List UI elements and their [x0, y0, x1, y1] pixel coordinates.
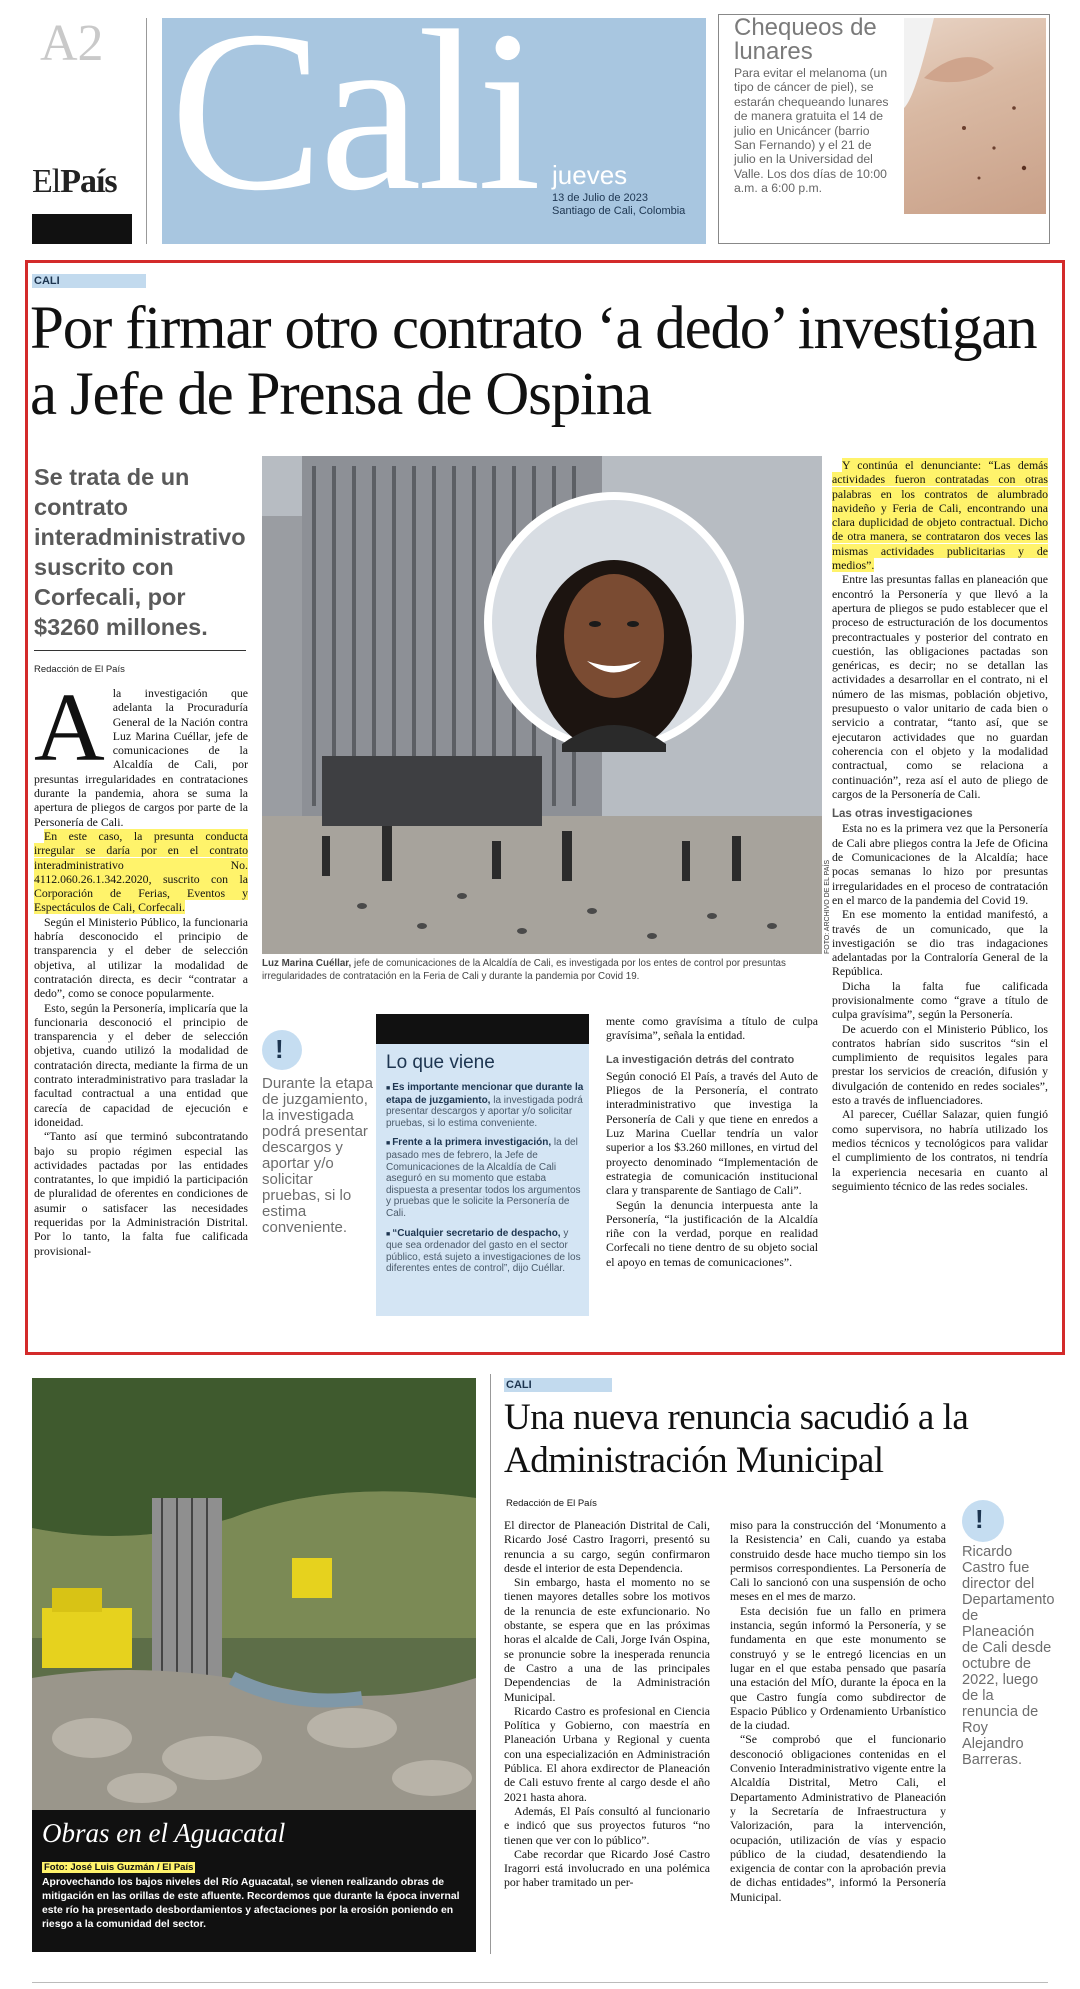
brand-light: El [32, 163, 61, 200]
paragraph: Además, El País consultó al funcionario e indicó que sus proyectos futuros “no tienen que ver con lo público”. [504, 1803, 710, 1847]
day-label: jueves [552, 160, 628, 190]
page-number: A2 [40, 15, 104, 72]
photo-credit: FOTO: ARCHIVO DE EL PAÍS [824, 860, 831, 955]
section-title: Cali [170, 18, 538, 238]
exclamation-icon: ! [262, 1030, 302, 1070]
article-column-right-2 [730, 1518, 946, 1904]
paragraph: De acuerdo con el Ministerio Público, los contratos habrían sido suscritos “sin el cumplimiento de requisitos legales para prestar los servicios de creación, difusión y divulgación de contenido en redes sociales”, esto a través de influenciadores. [832, 1021, 1048, 1108]
second-headline: Una nueva renuncia sacudió a la Administración Municipal [504, 1397, 969, 1481]
paragraph: En ese momento la entidad manifestó, a través de un comunicado, que la investigación se dio tras indagaciones adelantadas por la Contraloría General de la República. [832, 907, 1048, 979]
side-brief-title: Chequeos de lunares [734, 14, 877, 65]
article-column-1 [34, 674, 248, 1258]
paragraph: Dicha la falta fue calificada provisionalmente como “grave a título de culpa gravísima”, según la Personería. [832, 978, 1048, 1022]
article-column-left [504, 1518, 710, 1890]
photo-story-credit: Foto: José Luis Guzmán / El País [44, 1862, 194, 1873]
divider [32, 1982, 1048, 1983]
subheading: La investigación detrás del contrato [606, 1053, 795, 1066]
caption-text: jefe de comunicaciones de la Alcaldía de Cali, es investigada por los entes de control por presuntas irregularidades de contratación en la Feria de Cali y durante la pandemia por Covid 19. [262, 958, 786, 982]
main-headline: Por firmar otro contrato ‘a dedo’ investigan a Jefe de Prensa de Ospina [30, 295, 1037, 428]
city: Santiago de Cali, Colombia [552, 205, 686, 217]
paragraph: Esta no es la primera vez que la Personería de Cali abre pliegos contra la Jefe de Oficina de Comunicaciones de la Alcaldía; hace pocas semanas lo hizo por presuntas irregularidades en el proceso de contratación en el marco de la pandemia del Covid 19. [832, 821, 1048, 907]
caption-name: Luz Marina Cuéllar, [262, 958, 352, 969]
item-text: la del pasado mes de febrero, la Jefe de Comunicaciones de la Alcaldía de Cali aseguró en su momento que estaba dispuesta a presentar todos los argumentos y pruebas que le solicite la Personería de Cali. [386, 1137, 581, 1219]
paragraph: mente como gravísima a título de culpa gravísima”, señala la entidad. [606, 1014, 818, 1043]
river-works-photo [32, 1378, 476, 1810]
article-column-mid [606, 1014, 818, 1269]
box-list [386, 1082, 584, 1283]
exclamation-icon: ! [962, 1500, 1004, 1542]
paragraph: la investigación que adelanta la Procuraduría General de la Nación contra Luz Marina Cuéllar, jefe de comunicaciones de la Alcaldía de Cali, por presuntas irregularidades en contrataciones durante la pandemia, ahora se suma la apertura de pliegos de cargos por parte de la Personería de Cali. [34, 686, 248, 829]
item-text: la investigada podrá presentar descargos y aportar y/o solicitar pruebas, si lo estima conveniente. [386, 1094, 583, 1129]
paragraph: Según el Ministerio Público, la funcionaria habría desconocido el principio de transparencia y el deber de selección objetiva, al utilizar la modalidad de contratación directa, es decir “contratar a dedo”, como se conoce popularmente. [34, 914, 248, 1001]
list-item [386, 1228, 584, 1275]
item-lead: Es importante mencionar que durante la etapa de juzgamiento, [386, 1082, 584, 1106]
brand-bar [32, 214, 132, 244]
list-item [386, 1082, 584, 1129]
article-column-right [832, 458, 1048, 1193]
photo-story-title: Obras en el Aguacatal [42, 1818, 286, 1848]
side-brief-text: Para evitar el melanoma (un tipo de cáncer de piel), se estarán chequeando lunares de manera gratuita el 14 de julio en Unicáncer (barrio San Fernando) y el 21 de julio en la Universidad del Valle. Los dos días de 10:00 a.m. a 6:00 p.m. [734, 66, 889, 196]
skin-photo [904, 18, 1046, 214]
item-lead: “Cualquier secretario de despacho, [392, 1227, 561, 1239]
divider [146, 18, 147, 244]
paragraph: Esto, según la Personería, implicaría que la funcionaria desconoció el principio de transparencia y el deber de selección objetiva, cuando utilizó la modalidad de contratación directa, mediante la firma de un contrato interadministrativo para trasladar la facultad contractual a una entidad que carecía de capacidad de ejecución e idoneidad. [34, 1000, 248, 1129]
brand-logo [32, 163, 117, 201]
paragraph: Esta decisión fue un fallo en primera instancia, según informó la Personería, y se fundamenta en que este monumento se construyó y se le entregó licencias en un lugar en el que estaba pensado que pasaría una estación del MÍO, durante la época en la que Castro fungía como subdirector de Espacio Público y Ordenamiento Urbanístico de la ciudad. [730, 1603, 946, 1733]
section-banner [162, 18, 706, 244]
divider [34, 650, 246, 651]
paragraph: “Se comprobó que el funcionario desconoció obligaciones contenidas en el Convenio Interadministrativo vigente entre la Alcaldía Distrital, Metro Cali, el Departamento Administrativo de Planeación y la Secretaría de Infraestructura y Valorización, para la intervención, ocupación, utilización de vías y espacio público de la ciudad, desatendiendo la exigencia de contar con la aprobación previa de dichas entidades”, informó la Personería Municipal. [730, 1732, 946, 1904]
box-header-bar [376, 1014, 589, 1044]
drop-cap: A [34, 674, 105, 782]
paragraph: Ricardo Castro es profesional en Ciencia Política y Gobierno, con maestría en Planeación Urbana y Regional y cuenta con una especialización en Administración Pública. El ahora exdirector de Planeación de Cali estuvo frente al cargo desde el año 2021 hasta ahora. [504, 1703, 710, 1804]
date-line [552, 192, 706, 218]
item-lead: Frente a la primera investigación, [392, 1137, 552, 1149]
photo-story-caption: Aprovechando los bajos niveles del Río Aguacatal, se vienen realizando obras de mitigación en las orillas de este afluente. Recordemos que durante la época invernal este río ha presentado desbordamientos y afectaciones por la erosión poniendo en riesgo a la comunidad del sector. [42, 1877, 460, 1930]
item-text: y que sea ordenador del gasto en el sector público, está sujeto a investigaciones de los diferentes entes de control”, dijo Cuéllar. [386, 1227, 581, 1275]
paragraph: El director de Planeación Distrital de Cali, Ricardo José Castro Iragorri, presentó su renuncia a su cargo, según confirmaron desde el interior de esta Dependencia. [504, 1518, 710, 1575]
box-title: Lo que viene [386, 1052, 495, 1073]
paragraph: Al parecer, Cuéllar Salazar, quien fungió como supervisora, no habría utilizado los medios técnicos y tecnológicos para validar el cumplimiento de los contratos, ni tendría la experiencia necesaria en cuanto al seguimiento técnico de las redes sociales. [832, 1107, 1048, 1193]
subheading: Las otras investigaciones [832, 808, 973, 821]
byline: Redacción de El País [506, 1498, 597, 1509]
paragraph: Según conoció El País, a través del Auto de Pliegos de la Personería, el contrato interadministrativo que investiga la Personería de Cali y que tiene en enredos a Luz Marina Cuellar tendría un valor superior a los $3.260 millones, en virtud del proyecto denominado “Implementación de estrategia de comunicación institucional clara y transparente de Santiago de Cali”. [606, 1068, 818, 1198]
main-photo [262, 456, 822, 954]
paragraph: Entre las presuntas fallas en planeación que encontró la Personería y que llevó a la apertura de pliegos se pudo establecer que el proceso de estructuración de los documentos precontractuales y posterior del contrato en cuestión, las obligaciones pactadas son genéricas, es decir; no se detallan las actividades a desarrollar en el contrato, ni el número de las mismas, población objetivo, presupuesto o valor unitario de cada bien o servicio a contratar, “tanto así, que se ejecutaron actividades que no guardan coherencia con el objeto y la modalidad contractual, como se relaciona a continuación”, reza así el auto de pliego de cargos de la Personería de Cali. [832, 572, 1048, 801]
divider [490, 1374, 491, 1954]
photo-caption [262, 958, 822, 983]
side-note: Ricardo Castro fue director del Departamento de Planeación de Cali desde octubre de 2022, luego de la renuncia de Roy Alejandro Barreras. [962, 1544, 1055, 1768]
paragraph: “Tanto así que terminó subcontratando bajo su propio régimen especial las actividades pactadas por las entidades contratantes, lo que impidió la participación de pluralidad de oferentes en condiciones de asumir o satisfacer las necesidades requeridas por la Administración Distrital. Por lo tanto, la falta fue calificada provisional- [34, 1129, 248, 1258]
paragraph: Cabe recordar que Ricardo José Castro Iragorri está involucrado en una polémica por haber tramitado un per- [504, 1846, 710, 1890]
brand-bold: País [60, 163, 117, 200]
list-item [386, 1137, 584, 1219]
byline: Redacción de El País [34, 664, 125, 675]
highlighted-paragraph: Y continúa el denunciante: “Las demás actividades fueron contratadas con otras palabras en los contratos de alumbrado navideño y Feria de Cali, encontrando una clara duplicidad de objeto contractual. Dicho de otra manera, se contrataron dos veces las mismas actividades publicitarias y de medios”. [832, 458, 1048, 573]
section-tag: CALI [32, 274, 146, 288]
side-note: Durante la etapa de juzgamiento, la investigada podrá presentar descargos y aportar y/o solicitar pruebas, si lo estima conveniente. [262, 1075, 373, 1236]
highlighted-paragraph: En este caso, la presunta conducta irregular se daría por en el contrato interadministrativo No. 4112.060.26.1.342.2020, suscrito con la Corporación de Ferias, Eventos y Espectáculos de Cali, Corfecali. [34, 828, 248, 915]
paragraph: Sin embargo, hasta el momento no se tienen mayores detalles sobre los motivos de la renuncia de este exfuncionario. No obstante, se espera que en las próximas horas el alcalde de Cali, Jorge Iván Ospina, se pronuncie sobre la inesperada renuncia de Castro a una de las principales Dependencias de la Administración Municipal. [504, 1575, 710, 1704]
paragraph: Según la denuncia interpuesta ante la Personería, “la justificación de la Alcaldía riñe con la verdad, porque en realidad Corfecali no tiene dentro de su objeto social el apoyo en temas de comunicaciones”. [606, 1197, 818, 1269]
section-tag: CALI [504, 1378, 612, 1392]
paragraph: miso para la construcción del ‘Monumento a la Resistencia’ en Cali, cuando ya estaba construido desde hace mucho tiempo sin los permisos correspondientes. La Personería de Cali lo sancionó con una suspensión de ocho meses en el mes de marzo. [730, 1518, 946, 1604]
subhead: Se trata de un contrato interadministrativo suscrito con Corfecali, por $3260 millones. [34, 464, 246, 640]
date: 13 de Julio de 2023 [552, 192, 649, 204]
